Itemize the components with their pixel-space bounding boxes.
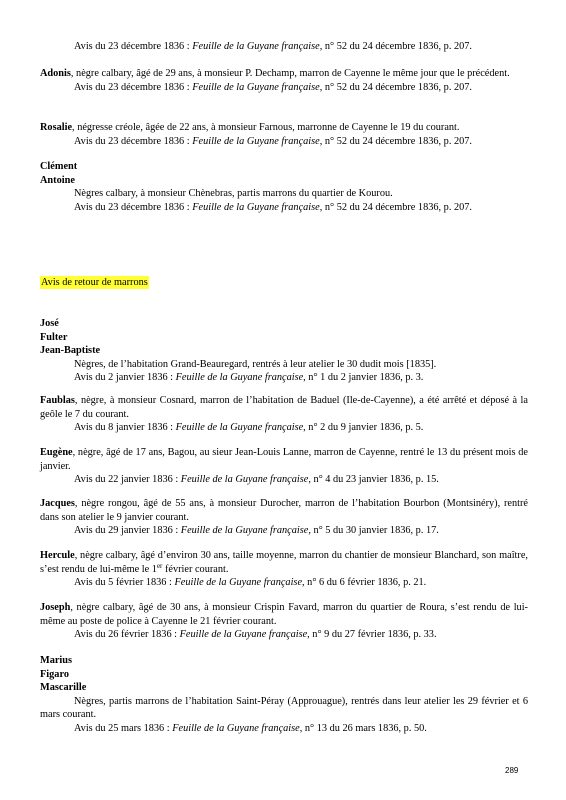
page-number: 289 [505, 766, 519, 775]
entry-source-continued [40, 40, 528, 54]
entry-name: Fulter [40, 331, 68, 343]
entry-name: Eugène [40, 447, 73, 458]
entry-name: Faublas [40, 395, 75, 406]
entry-marius-figaro-mascarille [40, 654, 528, 735]
entry-text-end: février courant. [162, 563, 229, 575]
entry-text: , négresse créole, âgée de 22 ans, à monsieur Farnous, marronne de Cayenne le 19 du courant. [72, 122, 460, 133]
section-heading: Avis de retour de marrons [41, 277, 148, 288]
entry-name: José [40, 318, 59, 329]
entry-text: , nègre rongou, âgé de 55 ans, à monsieur Durocher, marron de l’habitation Bourbon (Montsinéry), rentré dans son atelier le 9 janvier courant. [40, 498, 528, 523]
entry-text: Nègres, partis marrons de l’habitation Saint-Péray (Approuague), rentrés dans leur atelier les 29 février et 6 mars courant. [40, 695, 528, 720]
entry-name: Hercule [40, 550, 75, 561]
entry-name: Joseph [40, 602, 71, 613]
entry-faublas [40, 394, 528, 435]
entry-text: Nègres calbary, à monsieur Chènebras, partis marrons du quartier de Kourou. [74, 188, 393, 199]
entry-text: , nègre, à monsieur Cosnard, marron de l’habitation de Baduel (Ile-de-Cayenne), a été arrêté et déposé à la geôle le 7 du courant. [40, 395, 528, 420]
entry-text: , nègre calbary, âgé d’environ 30 ans, taille moyenne, marron du chantier de monsieur Blanchard, son maître, s’est rendu de lui-même le 1 [40, 550, 528, 575]
entry-joseph [40, 601, 528, 642]
entry-text: , nègre calbary, âgé de 30 ans, à monsieur Crispin Favard, marron du quartier de Roura, s’est rendu de lui-même au poste de police à Cayenne le 21 février courant. [40, 602, 528, 627]
entry-name: Rosalie [40, 122, 73, 133]
entry-name: Clément [40, 161, 78, 172]
entry-name: Figaro [40, 668, 69, 680]
entry-name: Antoine [40, 174, 75, 186]
entry-name: Marius [40, 655, 73, 666]
source-line: Avis du 23 décembre 1836 : Feuille de la Guyane française, n° 52 du 24 décembre 1836, p. 207. [74, 201, 472, 213]
source-line: Avis du 23 décembre 1836 : Feuille de la Guyane française, n° 52 du 24 décembre 1836, p. 207. [74, 81, 472, 93]
source-line: Avis du 29 janvier 1836 : Feuille de la Guyane française, n° 5 du 30 janvier 1836, p. 17. [74, 525, 439, 536]
entry-jose-fulter-jean-baptiste [40, 317, 528, 385]
entry-text: Nègres, de l’habitation Grand-Beauregard, rentrés à leur atelier le 30 dudit mois [1835]. [74, 358, 437, 370]
source-line: Avis du 23 décembre 1836 : Feuille de la Guyane française, n° 52 du 24 décembre 1836, p. 207. [74, 135, 472, 147]
source-line: Avis du 8 janvier 1836 : Feuille de la Guyane française, n° 2 du 9 janvier 1836, p. 5. [74, 422, 424, 433]
source-line: Avis du 23 décembre 1836 : Feuille de la Guyane française, n° 52 du 24 décembre 1836, p. 207. [74, 41, 472, 52]
source-line: Avis du 26 février 1836 : Feuille de la Guyane française, n° 9 du 27 février 1836, p. 33. [74, 629, 437, 640]
source-line: Avis du 5 février 1836 : Feuille de la Guyane française, n° 6 du 6 février 1836, p. 21. [74, 577, 427, 588]
entry-eugene [40, 446, 528, 487]
entry-name: Jacques [40, 498, 75, 509]
entry-adonis [40, 67, 528, 94]
source-line: Avis du 25 mars 1836 : Feuille de la Guyane française, n° 13 du 26 mars 1836, p. 50. [74, 722, 427, 734]
entry-hercule [40, 549, 528, 590]
entry-name: Adonis [40, 68, 71, 79]
entry-name: Jean-Baptiste [40, 345, 101, 356]
entry-name: Mascarille [40, 682, 87, 693]
entry-text: , nègre calbary, âgé de 29 ans, à monsieur P. Dechamp, marron de Cayenne le même jour que le précédent. [70, 68, 510, 79]
entry-clement-antoine [40, 160, 528, 214]
superscript: er [156, 561, 163, 570]
entry-jacques [40, 497, 528, 538]
entry-text: , nègre, âgé de 17 ans, Bagou, au sieur Jean-Louis Lanne, marron de Cayenne, rentré le 13 du présent mois de janvier. [40, 447, 528, 472]
source-line: Avis du 22 janvier 1836 : Feuille de la Guyane française, n° 4 du 23 janvier 1836, p. 15. [74, 474, 439, 485]
source-line: Avis du 2 janvier 1836 : Feuille de la Guyane française, n° 1 du 2 janvier 1836, p. 3. [74, 372, 424, 383]
entry-rosalie [40, 121, 528, 148]
